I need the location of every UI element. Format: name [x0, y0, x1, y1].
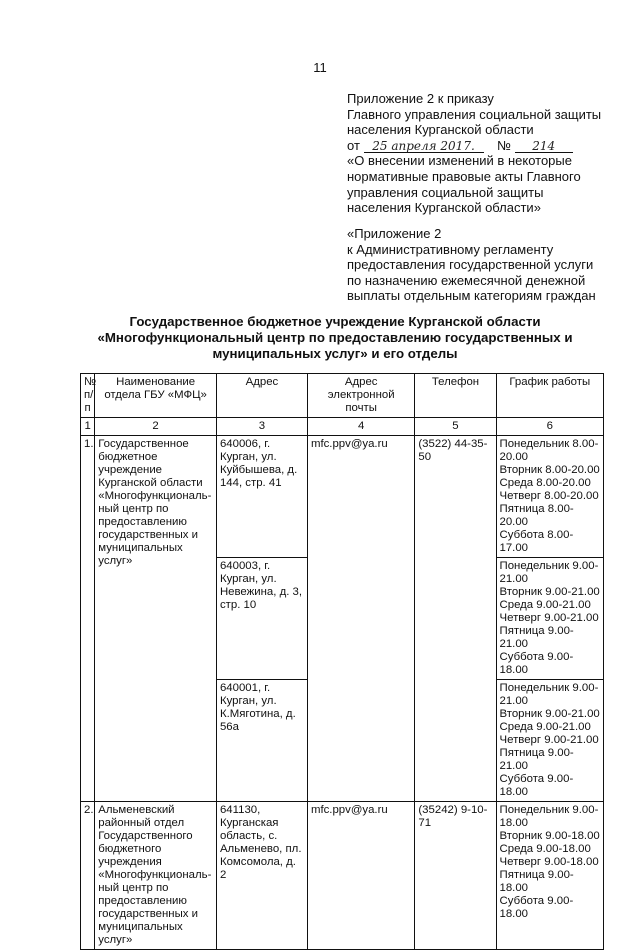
title-line: муниципальных услуг» и его отделы — [212, 346, 458, 361]
header-schedule: График работы — [496, 374, 603, 418]
handwritten-number: 214 — [515, 140, 573, 153]
phone-number: (3522) 44-35-50 — [415, 436, 496, 802]
regulation-appendix — [347, 226, 627, 304]
schedule-line: Четверг 8.00-20.00 — [499, 490, 599, 502]
schedule-line: Понедельник 8.00-20.00 — [499, 438, 599, 463]
schedule-line: Четверг 9.00-21.00 — [499, 734, 599, 746]
work-schedule — [496, 558, 603, 680]
header-department: Наименование отдела ГБУ «МФЦ» — [95, 374, 217, 418]
column-number: 4 — [307, 418, 414, 436]
regulation-line: к Административному регламенту — [347, 241, 554, 257]
regulation-line: «Приложение 2 — [347, 226, 442, 241]
schedule-line: Понедельник 9.00-21.00 — [499, 682, 599, 707]
email-address: mfc.ppv@ya.ru — [307, 802, 414, 950]
column-number: 5 — [415, 418, 496, 436]
work-schedule — [496, 680, 603, 802]
schedule-line: Суббота 9.00-18.00 — [499, 651, 574, 676]
schedule-line: Суббота 9.00-18.00 — [499, 773, 574, 798]
regulation-line: по назначению ежемесячной денежной — [347, 272, 586, 288]
column-number-row — [81, 418, 604, 436]
offices-table — [80, 373, 604, 950]
table-row — [81, 802, 604, 950]
page-number: 11 — [313, 60, 327, 75]
schedule-line: Среда 9.00-21.00 — [499, 721, 591, 733]
office-address: 640003, г. Курган, ул. Невежина, д. 3, стр. 10 — [216, 558, 307, 680]
subject-line: населения Курганской области» — [347, 200, 541, 216]
schedule-line: Среда 8.00-20.00 — [499, 477, 591, 489]
title-line: Государственное бюджетное учреждение Курганской области — [129, 314, 541, 329]
appendix-line: населения Курганской области — [347, 122, 534, 138]
regulation-line: предоставления государственной услуги — [347, 257, 594, 273]
schedule-line: Пятница 8.00-20.00 — [499, 503, 574, 528]
column-number: 3 — [216, 418, 307, 436]
department-name: Альменевский районный отдел Государственного бюджетного учреждения «Многофункциональ-ный центр по предоставлению государственных и муниципальных услуг» — [95, 802, 217, 950]
schedule-line: Четверг 9.00-21.00 — [499, 612, 599, 624]
handwritten-date: 25 апреля 2017. — [364, 140, 484, 153]
schedule-line: Пятница 9.00-18.00 — [499, 869, 574, 894]
column-number: 6 — [496, 418, 603, 436]
row-number: 2. — [81, 802, 95, 950]
subject-line: «О внесении изменений в некоторые — [347, 153, 572, 169]
appendix-line: Главного управления социальной защиты — [347, 106, 602, 122]
schedule-line: Вторник 9.00-18.00 — [499, 830, 600, 842]
document-title — [70, 314, 600, 362]
date-prefix: от — [347, 137, 360, 153]
title-line: «Многофункциональный центр по предоставлению государственных и — [97, 330, 573, 345]
appendix-line: Приложение 2 к приказу — [347, 91, 494, 106]
header-email: Адрес электронной почты — [307, 374, 414, 418]
schedule-line: Пятница 9.00-21.00 — [499, 747, 574, 772]
column-number: 2 — [95, 418, 217, 436]
date-number-line — [347, 138, 617, 154]
schedule-line: Вторник 9.00-21.00 — [499, 586, 600, 598]
schedule-line: Суббота 9.00-18.00 — [499, 895, 574, 920]
column-number: 1 — [81, 418, 95, 436]
email-address: mfc.ppv@ya.ru — [307, 436, 414, 802]
regulation-line: выплаты отдельным категориям граждан — [347, 288, 596, 304]
row-number: 1. — [81, 436, 95, 802]
number-prefix: № — [497, 137, 512, 153]
office-address: 641130, Курганская область, с. Альменево, пл. Комсомола, д. 2 — [216, 802, 307, 950]
schedule-line: Вторник 8.00-20.00 — [499, 464, 600, 476]
header-address: Адрес — [216, 374, 307, 418]
schedule-line: Понедельник 9.00-18.00 — [499, 804, 599, 829]
phone-number: (35242) 9-10-71 — [415, 802, 496, 950]
office-address: 640001, г. Курган, ул. К.Мяготина, д. 56а — [216, 680, 307, 802]
header-number: № п/п — [81, 374, 95, 418]
appendix-header — [347, 91, 617, 216]
schedule-line: Среда 9.00-18.00 — [499, 843, 591, 855]
schedule-line: Четверг 9.00-18.00 — [499, 856, 599, 868]
table-row — [81, 436, 604, 558]
schedule-line: Пятница 9.00-21.00 — [499, 625, 574, 650]
work-schedule — [496, 802, 603, 950]
subject-line: нормативные правовые акты Главного — [347, 168, 581, 184]
department-name: Государственное бюджетное учреждение Курганской области «Многофункциональ-ный центр по предоставлению государственных и муниципальных услуг» — [95, 436, 217, 802]
header-phone: Телефон — [415, 374, 496, 418]
header-row — [81, 374, 604, 418]
schedule-line: Понедельник 9.00-21.00 — [499, 560, 599, 585]
office-address: 640006, г. Курган, ул. Куйбышева, д. 144, стр. 41 — [216, 436, 307, 558]
work-schedule — [496, 436, 603, 558]
schedule-line: Вторник 9.00-21.00 — [499, 708, 600, 720]
schedule-line: Суббота 8.00-17.00 — [499, 529, 574, 554]
subject-line: управления социальной защиты — [347, 184, 544, 200]
schedule-line: Среда 9.00-21.00 — [499, 599, 591, 611]
